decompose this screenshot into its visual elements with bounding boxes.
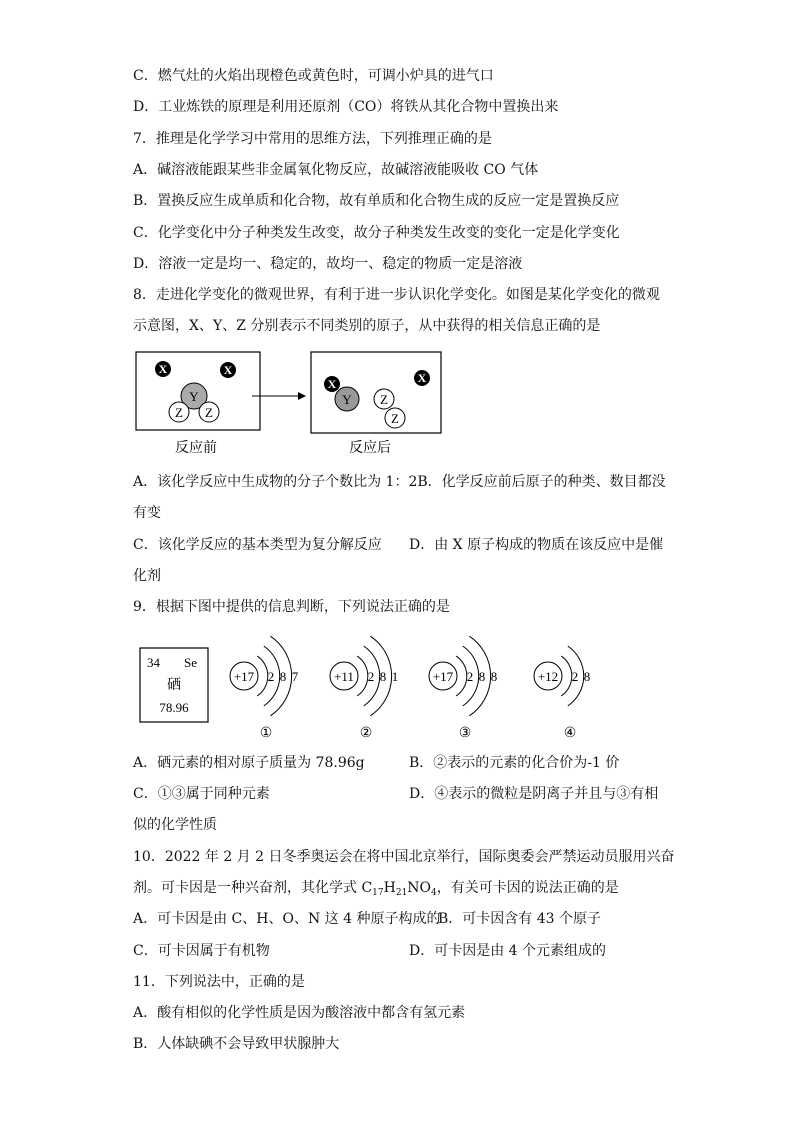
question-8-line2: 示意图，X、Y、Z 分别表示不同类别的原子，从中获得的相关信息正确的是	[133, 318, 601, 334]
option-8d: D．由 X 原子构成的物质在该反应中是催	[409, 537, 664, 553]
atom-label: ③	[458, 726, 472, 741]
option-8a-cont: 有变	[133, 505, 161, 521]
electron-count: 2	[367, 669, 375, 684]
atom-structure-3	[429, 636, 497, 741]
option-10d: D．可卡因是由 4 个元素组成的	[409, 943, 607, 959]
electron-count: 2	[571, 669, 579, 684]
electron-count: 8	[379, 669, 387, 684]
question-10-line2: 剂。可卡因是一种兴奋剂，其化学式 $C_{17}H_{21}NO_4$，有关可卡因的说法正确的是	[133, 880, 619, 898]
question-10-line1: 10．2022 年 2 月 2 日冬季奥运会在将中国北京举行，国际奥委会严禁运动员服用兴奋	[133, 849, 675, 865]
element-symbol: Se	[184, 655, 197, 670]
option-6d: D．工业炼铁的原理是利用还原剂（CO）将铁从其化合物中置换出来	[133, 99, 559, 115]
atom-structure-1	[230, 636, 299, 741]
atom-x-label: X	[158, 362, 168, 376]
option-10b: B．可卡因含有 43 个原子	[438, 911, 602, 927]
option-10c: C．可卡因属于有机物	[133, 943, 270, 959]
electron-count: 2	[267, 669, 275, 684]
option-7d: D．溶液一定是均一、稳定的，故均一、稳定的物质一定是溶液	[133, 256, 523, 272]
atom-z-label: Z	[175, 405, 183, 420]
electron-count: 8	[279, 669, 287, 684]
atom-structure-4	[534, 646, 590, 741]
option-8d-cont: 化剂	[133, 568, 161, 584]
question-9: 9．根据下图中提供的信息判断，下列说法正确的是	[133, 599, 450, 615]
electron-count: 7	[291, 669, 299, 684]
after-label: 反应后	[349, 441, 391, 456]
svg-text:X: X	[327, 377, 337, 391]
element-number: 34	[147, 655, 160, 670]
electron-shell	[561, 656, 572, 696]
electron-shell	[257, 656, 268, 696]
electron-shell	[456, 656, 467, 696]
svg-text:Z: Z	[391, 411, 399, 426]
option-7b: B．置换反应生成单质和化合物，故有单质和化合物生成的反应一定是置换反应	[133, 193, 620, 209]
option-9d-cont: 似的化学性质	[133, 817, 217, 833]
option-7a: A．碱溶液能跟某些非金属氧化物反应，故碱溶液能吸收 CO 气体	[133, 162, 539, 178]
element-name: 硒	[167, 678, 181, 693]
atom-structure-diagram	[130, 625, 610, 745]
atom-label: ①	[259, 726, 273, 741]
nucleus-charge: +11	[334, 669, 354, 684]
option-9b: B．②表示的元素的化合价为-1 价	[409, 755, 620, 771]
option-7c: C．化学变化中分子种类发生改变，故分子种类发生改变的变化一定是化学变化	[133, 225, 620, 241]
question-7: 7．推理是化学学习中常用的思维方法，下列推理正确的是	[133, 131, 492, 147]
electron-count: 2	[466, 669, 474, 684]
electron-count: 8	[490, 669, 498, 684]
svg-text:Z: Z	[205, 405, 213, 420]
svg-text:Y: Y	[342, 392, 352, 407]
question-8-line1: 8．走进化学变化的微观世界，有利于进一步认识化学变化。如图是某化学变化的微观	[133, 287, 660, 303]
option-6c: C．燃气灶的火焰出现橙色或黄色时，可调小炉具的进气口	[133, 68, 494, 84]
svg-text:X: X	[417, 371, 427, 385]
option-11b: B．人体缺碘不会导致甲状腺肿大	[133, 1036, 340, 1052]
option-8c: C．该化学反应的基本类型为复分解反应	[133, 537, 382, 553]
option-10a: A．可卡因是由 C、H、O、N 这 4 种原子构成的	[133, 911, 441, 927]
atom-structure-2	[330, 636, 398, 741]
nucleus-charge: +17	[233, 669, 255, 684]
electron-count: 8	[583, 669, 591, 684]
electron-shell	[357, 656, 368, 696]
atom-y-label: Y	[189, 389, 199, 404]
atom-label: ④	[563, 726, 577, 741]
option-9a: A．硒元素的相对原子质量为 78.96g	[133, 755, 365, 771]
nucleus-charge: +17	[432, 669, 454, 684]
option-9c: C．①③属于同种元素	[133, 786, 270, 802]
option-11a: A．酸有相似的化学性质是因为酸溶液中都含有氢元素	[133, 1005, 466, 1021]
electron-count: 1	[391, 669, 399, 684]
atom-label: ②	[359, 726, 373, 741]
svg-text:Z: Z	[380, 392, 388, 407]
svg-text:X: X	[223, 363, 233, 377]
before-label: 反应前	[175, 441, 217, 456]
question-11: 11．下列说法中，正确的是	[133, 974, 305, 990]
element-mass: 78.96	[159, 700, 189, 715]
option-8a: A．该化学反应中生成物的分子个数比为 1：2B．化学反应前后原子的种类、数目都没	[133, 474, 666, 490]
reaction-diagram	[130, 348, 450, 458]
option-9d: D．④表示的微粒是阴离子并且与③有相	[409, 786, 659, 802]
electron-count: 8	[478, 669, 486, 684]
nucleus-charge: +12	[537, 669, 559, 684]
